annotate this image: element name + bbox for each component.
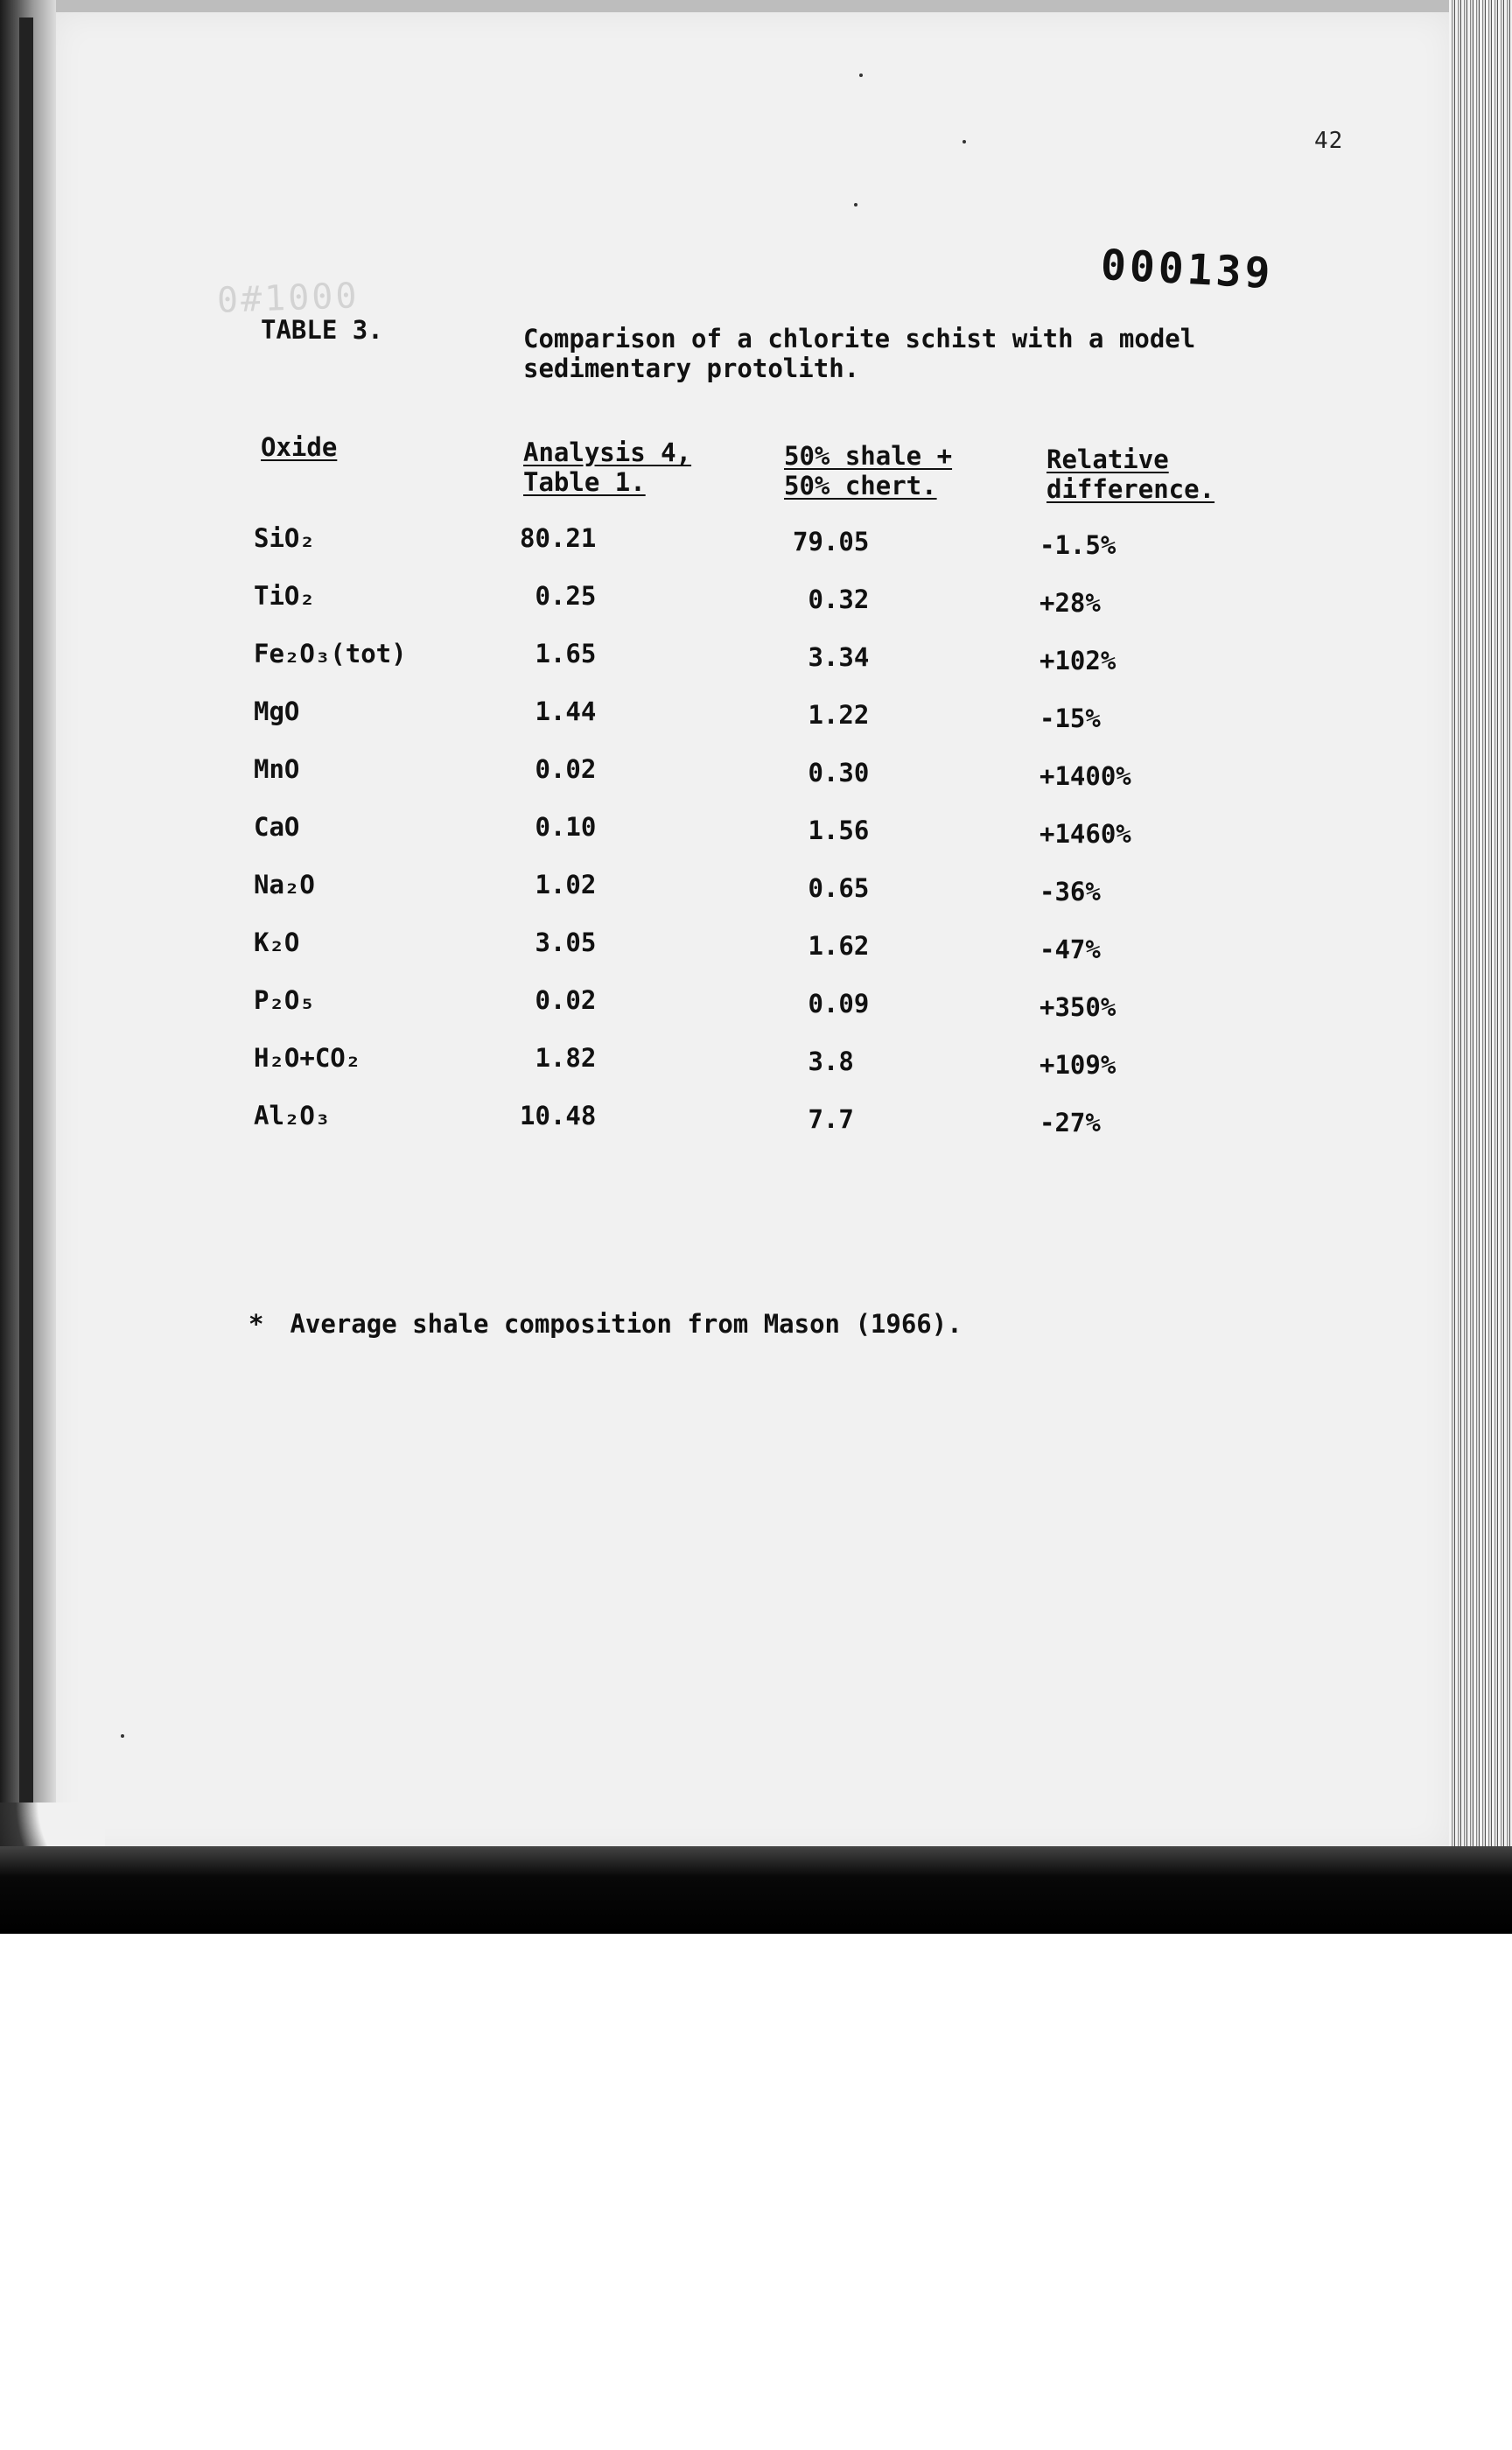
header-analysis-line2: Table 1. [523,467,646,497]
header-model-line2: 50% chert. [784,471,937,500]
cell-model: 3.8 [793,1046,854,1076]
cell-model: 0.32 [793,584,870,614]
cell-relative: -1.5% [1040,530,1116,560]
cell-oxide: H₂O+CO₂ [254,1043,361,1073]
cell-analysis: 0.02 [520,754,597,784]
cell-model: 3.34 [793,642,870,672]
cell-oxide: P₂O₅ [254,985,315,1015]
cell-analysis: 0.25 [520,581,597,611]
cell-analysis: 1.65 [520,639,597,668]
cell-model: 79.05 [793,527,870,556]
table-row [0,696,1400,732]
table-row [0,581,1400,616]
page-edges [1449,0,1512,1934]
cell-relative: -36% [1040,877,1101,906]
cell-model: 1.22 [793,700,870,730]
cell-relative: -15% [1040,704,1101,733]
cell-model: 0.09 [793,989,870,1018]
document-stamp: 000139 [1099,240,1275,299]
cell-oxide: CaO [254,812,300,842]
cell-relative: +109% [1040,1050,1116,1080]
cell-relative: +350% [1040,992,1116,1022]
cell-oxide: Fe₂O₃(tot) [254,639,407,668]
cell-analysis: 1.82 [520,1043,597,1073]
cell-model: 7.7 [793,1104,854,1134]
table-row [0,1101,1400,1136]
table-row [0,639,1400,674]
cell-oxide: MgO [254,696,300,726]
table-row [0,754,1400,789]
cell-oxide: SiO₂ [254,523,315,553]
cell-analysis: 1.44 [520,696,597,726]
cell-analysis: 80.21 [520,523,597,553]
cell-relative: +28% [1040,588,1101,618]
table-row [0,523,1400,558]
cell-analysis: 0.10 [520,812,597,842]
cell-oxide: MnO [254,754,300,784]
cell-analysis: 3.05 [520,928,597,957]
cell-relative: -27% [1040,1108,1101,1138]
header-analysis [523,438,691,497]
scan-bottom-shadow [0,1846,1512,1934]
header-oxide: Oxide [261,432,338,462]
footnote-text: Average shale composition from Mason (1966). [290,1309,962,1339]
table-row [0,928,1400,962]
cell-oxide: TiO₂ [254,581,315,611]
table-caption: Comparison of a chlorite schist with a model sedimentary protolith. [523,324,1196,383]
header-relative [1046,444,1214,504]
table-row [0,812,1400,847]
header-model-line1: 50% shale + [784,441,953,471]
page-number: 42 [1314,128,1344,154]
table-label: TABLE 3. [261,315,383,345]
cell-relative: +1460% [1040,819,1131,849]
header-relative-line2: difference. [1046,474,1215,504]
cell-relative: -47% [1040,934,1101,964]
table-row [0,870,1400,905]
cell-oxide: Al₂O₃ [254,1101,331,1130]
dust-speck [962,140,966,144]
cell-analysis: 10.48 [520,1101,597,1130]
cell-oxide: K₂O [254,928,300,957]
binding-spine [19,18,33,1820]
cell-relative: +1400% [1040,761,1131,791]
cell-analysis: 0.02 [520,985,597,1015]
header-model [784,441,952,500]
binding-shadow [0,0,56,1934]
dust-speck [859,74,863,77]
cell-model: 0.65 [793,873,870,903]
table-row [0,985,1400,1020]
cell-relative: +102% [1040,646,1116,676]
header-analysis-line1: Analysis 4, [523,438,692,467]
table-row [0,1043,1400,1078]
dust-speck [121,1734,124,1738]
cell-model: 1.62 [793,931,870,961]
cell-analysis: 1.02 [520,870,597,900]
footnote-marker: * [248,1309,264,1339]
cell-model: 0.30 [793,758,870,788]
cell-model: 1.56 [793,816,870,845]
faint-stamp: 0#1000 [216,276,360,321]
dust-speck [854,203,858,206]
footnote [248,1309,962,1339]
header-relative-line1: Relative [1046,444,1169,474]
cell-oxide: Na₂O [254,870,315,900]
